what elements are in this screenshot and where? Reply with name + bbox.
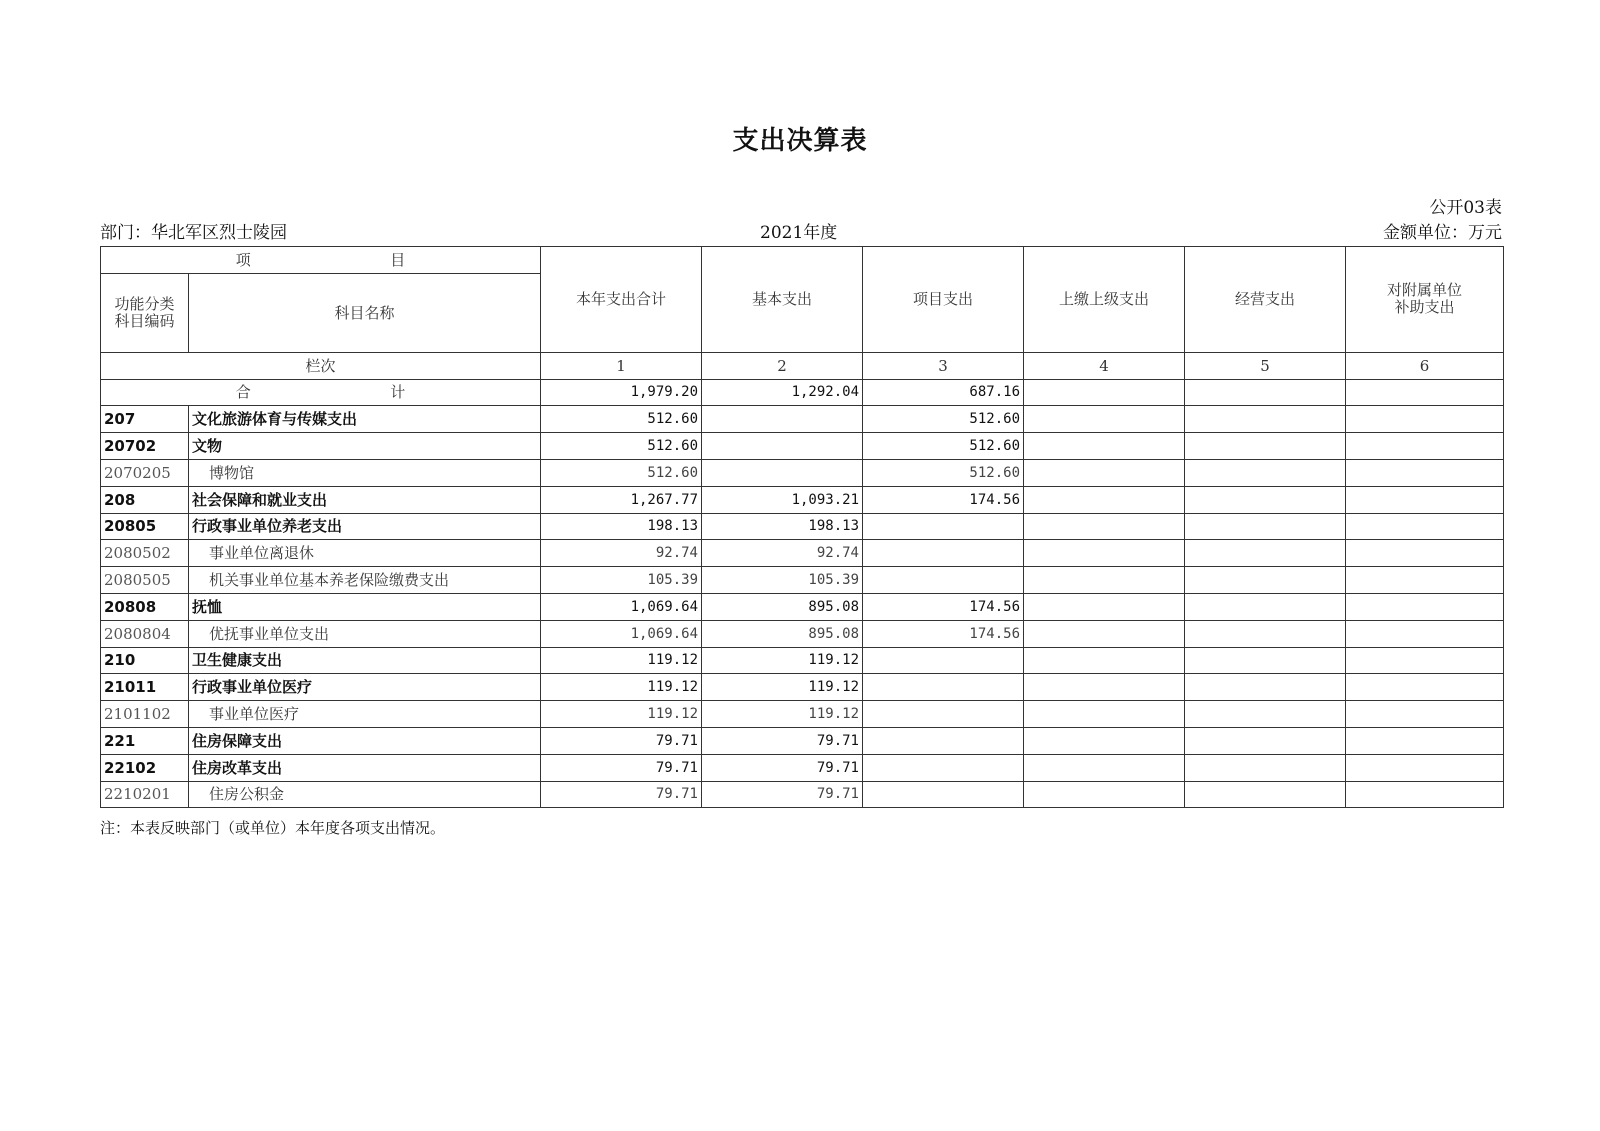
seq-row	[101, 352, 1504, 379]
row-value	[1185, 727, 1346, 754]
row-value: 119.12	[541, 701, 702, 728]
row-code: 2210201	[101, 781, 189, 808]
row-value	[1024, 513, 1185, 540]
item-header	[101, 247, 541, 274]
total-value: 1,292.04	[702, 379, 863, 406]
row-value	[1024, 647, 1185, 674]
row-value	[1185, 593, 1346, 620]
row-name: 住房保障支出	[189, 727, 541, 754]
code-col-header: 功能分类 科目编码	[101, 273, 189, 352]
row-value	[1024, 567, 1185, 594]
table-row	[101, 567, 1504, 594]
table-row	[101, 486, 1504, 513]
row-value	[1185, 674, 1346, 701]
row-code: 207	[101, 406, 189, 433]
row-value: 198.13	[702, 513, 863, 540]
row-code: 22102	[101, 754, 189, 781]
item-header-right: 目	[390, 250, 406, 269]
row-value: 119.12	[702, 674, 863, 701]
col-header-basic: 基本支出	[702, 247, 863, 353]
row-value	[1346, 433, 1504, 460]
row-value	[1346, 701, 1504, 728]
row-value: 92.74	[702, 540, 863, 567]
table-row	[101, 593, 1504, 620]
row-value: 79.71	[541, 781, 702, 808]
total-value: 687.16	[863, 379, 1024, 406]
row-value	[1185, 620, 1346, 647]
row-code: 208	[101, 486, 189, 513]
total-label-right: 计	[390, 383, 406, 402]
row-value: 79.71	[702, 781, 863, 808]
table-row	[101, 701, 1504, 728]
row-value	[702, 406, 863, 433]
row-value	[1024, 486, 1185, 513]
row-code: 20805	[101, 513, 189, 540]
row-name: 事业单位离退休	[189, 540, 541, 567]
row-value: 119.12	[702, 701, 863, 728]
row-value: 79.71	[541, 754, 702, 781]
row-value	[1346, 754, 1504, 781]
row-value: 512.60	[863, 459, 1024, 486]
row-name: 博物馆	[189, 459, 541, 486]
table-row	[101, 406, 1504, 433]
row-code: 2070205	[101, 459, 189, 486]
row-value: 119.12	[541, 674, 702, 701]
col-header-operating: 经营支出	[1185, 247, 1346, 353]
row-name: 行政事业单位养老支出	[189, 513, 541, 540]
row-value	[1346, 727, 1504, 754]
total-value	[1185, 379, 1346, 406]
row-value	[1024, 727, 1185, 754]
row-value	[1024, 593, 1185, 620]
table-row	[101, 781, 1504, 808]
row-code: 2101102	[101, 701, 189, 728]
row-value	[1024, 754, 1185, 781]
fiscal-year: 2021年度	[760, 223, 838, 243]
row-value	[1185, 513, 1346, 540]
row-value	[1346, 567, 1504, 594]
row-value	[863, 540, 1024, 567]
row-value	[1185, 406, 1346, 433]
row-value: 105.39	[702, 567, 863, 594]
row-value	[1346, 513, 1504, 540]
table-row	[101, 540, 1504, 567]
row-value: 174.56	[863, 593, 1024, 620]
row-value: 895.08	[702, 593, 863, 620]
currency-unit: 金额单位：万元	[1383, 223, 1502, 243]
department-label: 部门：华北军区烈士陵园	[100, 223, 287, 243]
row-value	[1185, 540, 1346, 567]
row-value	[702, 459, 863, 486]
row-value: 79.71	[702, 754, 863, 781]
row-value: 119.12	[541, 647, 702, 674]
row-value: 512.60	[863, 433, 1024, 460]
row-code: 210	[101, 647, 189, 674]
row-name: 行政事业单位医疗	[189, 674, 541, 701]
total-label	[101, 379, 541, 406]
row-value	[863, 727, 1024, 754]
row-value	[1346, 620, 1504, 647]
row-name: 文物	[189, 433, 541, 460]
table-row	[101, 754, 1504, 781]
row-name: 住房公积金	[189, 781, 541, 808]
row-name: 事业单位医疗	[189, 701, 541, 728]
row-value: 1,093.21	[702, 486, 863, 513]
header-row-item	[101, 247, 1504, 274]
row-value: 105.39	[541, 567, 702, 594]
row-code: 2080502	[101, 540, 189, 567]
seq-cell: 4	[1024, 352, 1185, 379]
row-code: 20808	[101, 593, 189, 620]
row-value	[702, 433, 863, 460]
col-header-project: 项目支出	[863, 247, 1024, 353]
row-value	[1024, 620, 1185, 647]
row-value	[1185, 647, 1346, 674]
seq-cell: 6	[1346, 352, 1504, 379]
page-title: 支出决算表	[732, 126, 868, 156]
row-value	[863, 754, 1024, 781]
table-row	[101, 674, 1504, 701]
row-value: 1,267.77	[541, 486, 702, 513]
row-value: 174.56	[863, 620, 1024, 647]
seq-cell: 2	[702, 352, 863, 379]
col-header-total: 本年支出合计	[541, 247, 702, 353]
row-value: 512.60	[541, 406, 702, 433]
total-row	[101, 379, 1504, 406]
row-value	[863, 567, 1024, 594]
row-value	[1346, 674, 1504, 701]
table-row	[101, 620, 1504, 647]
row-value: 895.08	[702, 620, 863, 647]
row-value	[863, 781, 1024, 808]
row-value	[1185, 433, 1346, 460]
row-value	[863, 674, 1024, 701]
table-row	[101, 459, 1504, 486]
row-name: 抚恤	[189, 593, 541, 620]
col-header-subsidy: 对附属单位 补助支出	[1346, 247, 1504, 353]
row-value	[1024, 674, 1185, 701]
total-value	[1346, 379, 1504, 406]
seq-cell: 1	[541, 352, 702, 379]
row-value	[1024, 459, 1185, 486]
row-value	[1185, 486, 1346, 513]
row-code: 2080505	[101, 567, 189, 594]
row-name: 住房改革支出	[189, 754, 541, 781]
row-value: 198.13	[541, 513, 702, 540]
row-value: 79.71	[541, 727, 702, 754]
row-value: 512.60	[863, 406, 1024, 433]
form-number: 公开03表	[1429, 198, 1502, 218]
col-header-remit-upper: 上缴上级支出	[1024, 247, 1185, 353]
row-value	[1346, 459, 1504, 486]
meta-row	[100, 218, 1502, 242]
row-value	[1024, 701, 1185, 728]
row-code: 221	[101, 727, 189, 754]
expenditure-table	[100, 246, 1504, 808]
row-value	[1346, 593, 1504, 620]
name-col-header: 科目名称	[189, 273, 541, 352]
row-name: 卫生健康支出	[189, 647, 541, 674]
seq-cell: 5	[1185, 352, 1346, 379]
row-value	[1185, 754, 1346, 781]
total-value	[1024, 379, 1185, 406]
row-value: 79.71	[702, 727, 863, 754]
total-value: 1,979.20	[541, 379, 702, 406]
row-code: 20702	[101, 433, 189, 460]
seq-label: 栏次	[101, 352, 541, 379]
row-value: 119.12	[702, 647, 863, 674]
row-name: 文化旅游体育与传媒支出	[189, 406, 541, 433]
row-value	[863, 701, 1024, 728]
row-value	[1346, 781, 1504, 808]
item-header-left: 项	[235, 250, 251, 269]
row-value: 92.74	[541, 540, 702, 567]
row-value	[1346, 486, 1504, 513]
footnote: 注：本表反映部门（或单位）本年度各项支出情况。	[100, 819, 446, 837]
row-value	[1346, 647, 1504, 674]
row-value	[863, 513, 1024, 540]
row-value: 1,069.64	[541, 620, 702, 647]
seq-cell: 3	[863, 352, 1024, 379]
row-code: 2080804	[101, 620, 189, 647]
row-name: 优抚事业单位支出	[189, 620, 541, 647]
row-value	[1185, 459, 1346, 486]
row-value	[1024, 433, 1185, 460]
row-value	[1185, 567, 1346, 594]
table-row	[101, 647, 1504, 674]
row-value	[1024, 406, 1185, 433]
row-value: 512.60	[541, 459, 702, 486]
row-value: 174.56	[863, 486, 1024, 513]
row-value	[1024, 540, 1185, 567]
row-value	[1024, 781, 1185, 808]
total-label-left: 合	[235, 383, 251, 402]
table-row	[101, 513, 1504, 540]
row-value	[1185, 701, 1346, 728]
table-row	[101, 727, 1504, 754]
row-value	[1346, 540, 1504, 567]
row-value	[863, 647, 1024, 674]
table-row	[101, 433, 1504, 460]
row-code: 21011	[101, 674, 189, 701]
row-value	[1185, 781, 1346, 808]
row-value: 1,069.64	[541, 593, 702, 620]
row-value	[1346, 406, 1504, 433]
row-name: 社会保障和就业支出	[189, 486, 541, 513]
row-value: 512.60	[541, 433, 702, 460]
row-name: 机关事业单位基本养老保险缴费支出	[189, 567, 541, 594]
